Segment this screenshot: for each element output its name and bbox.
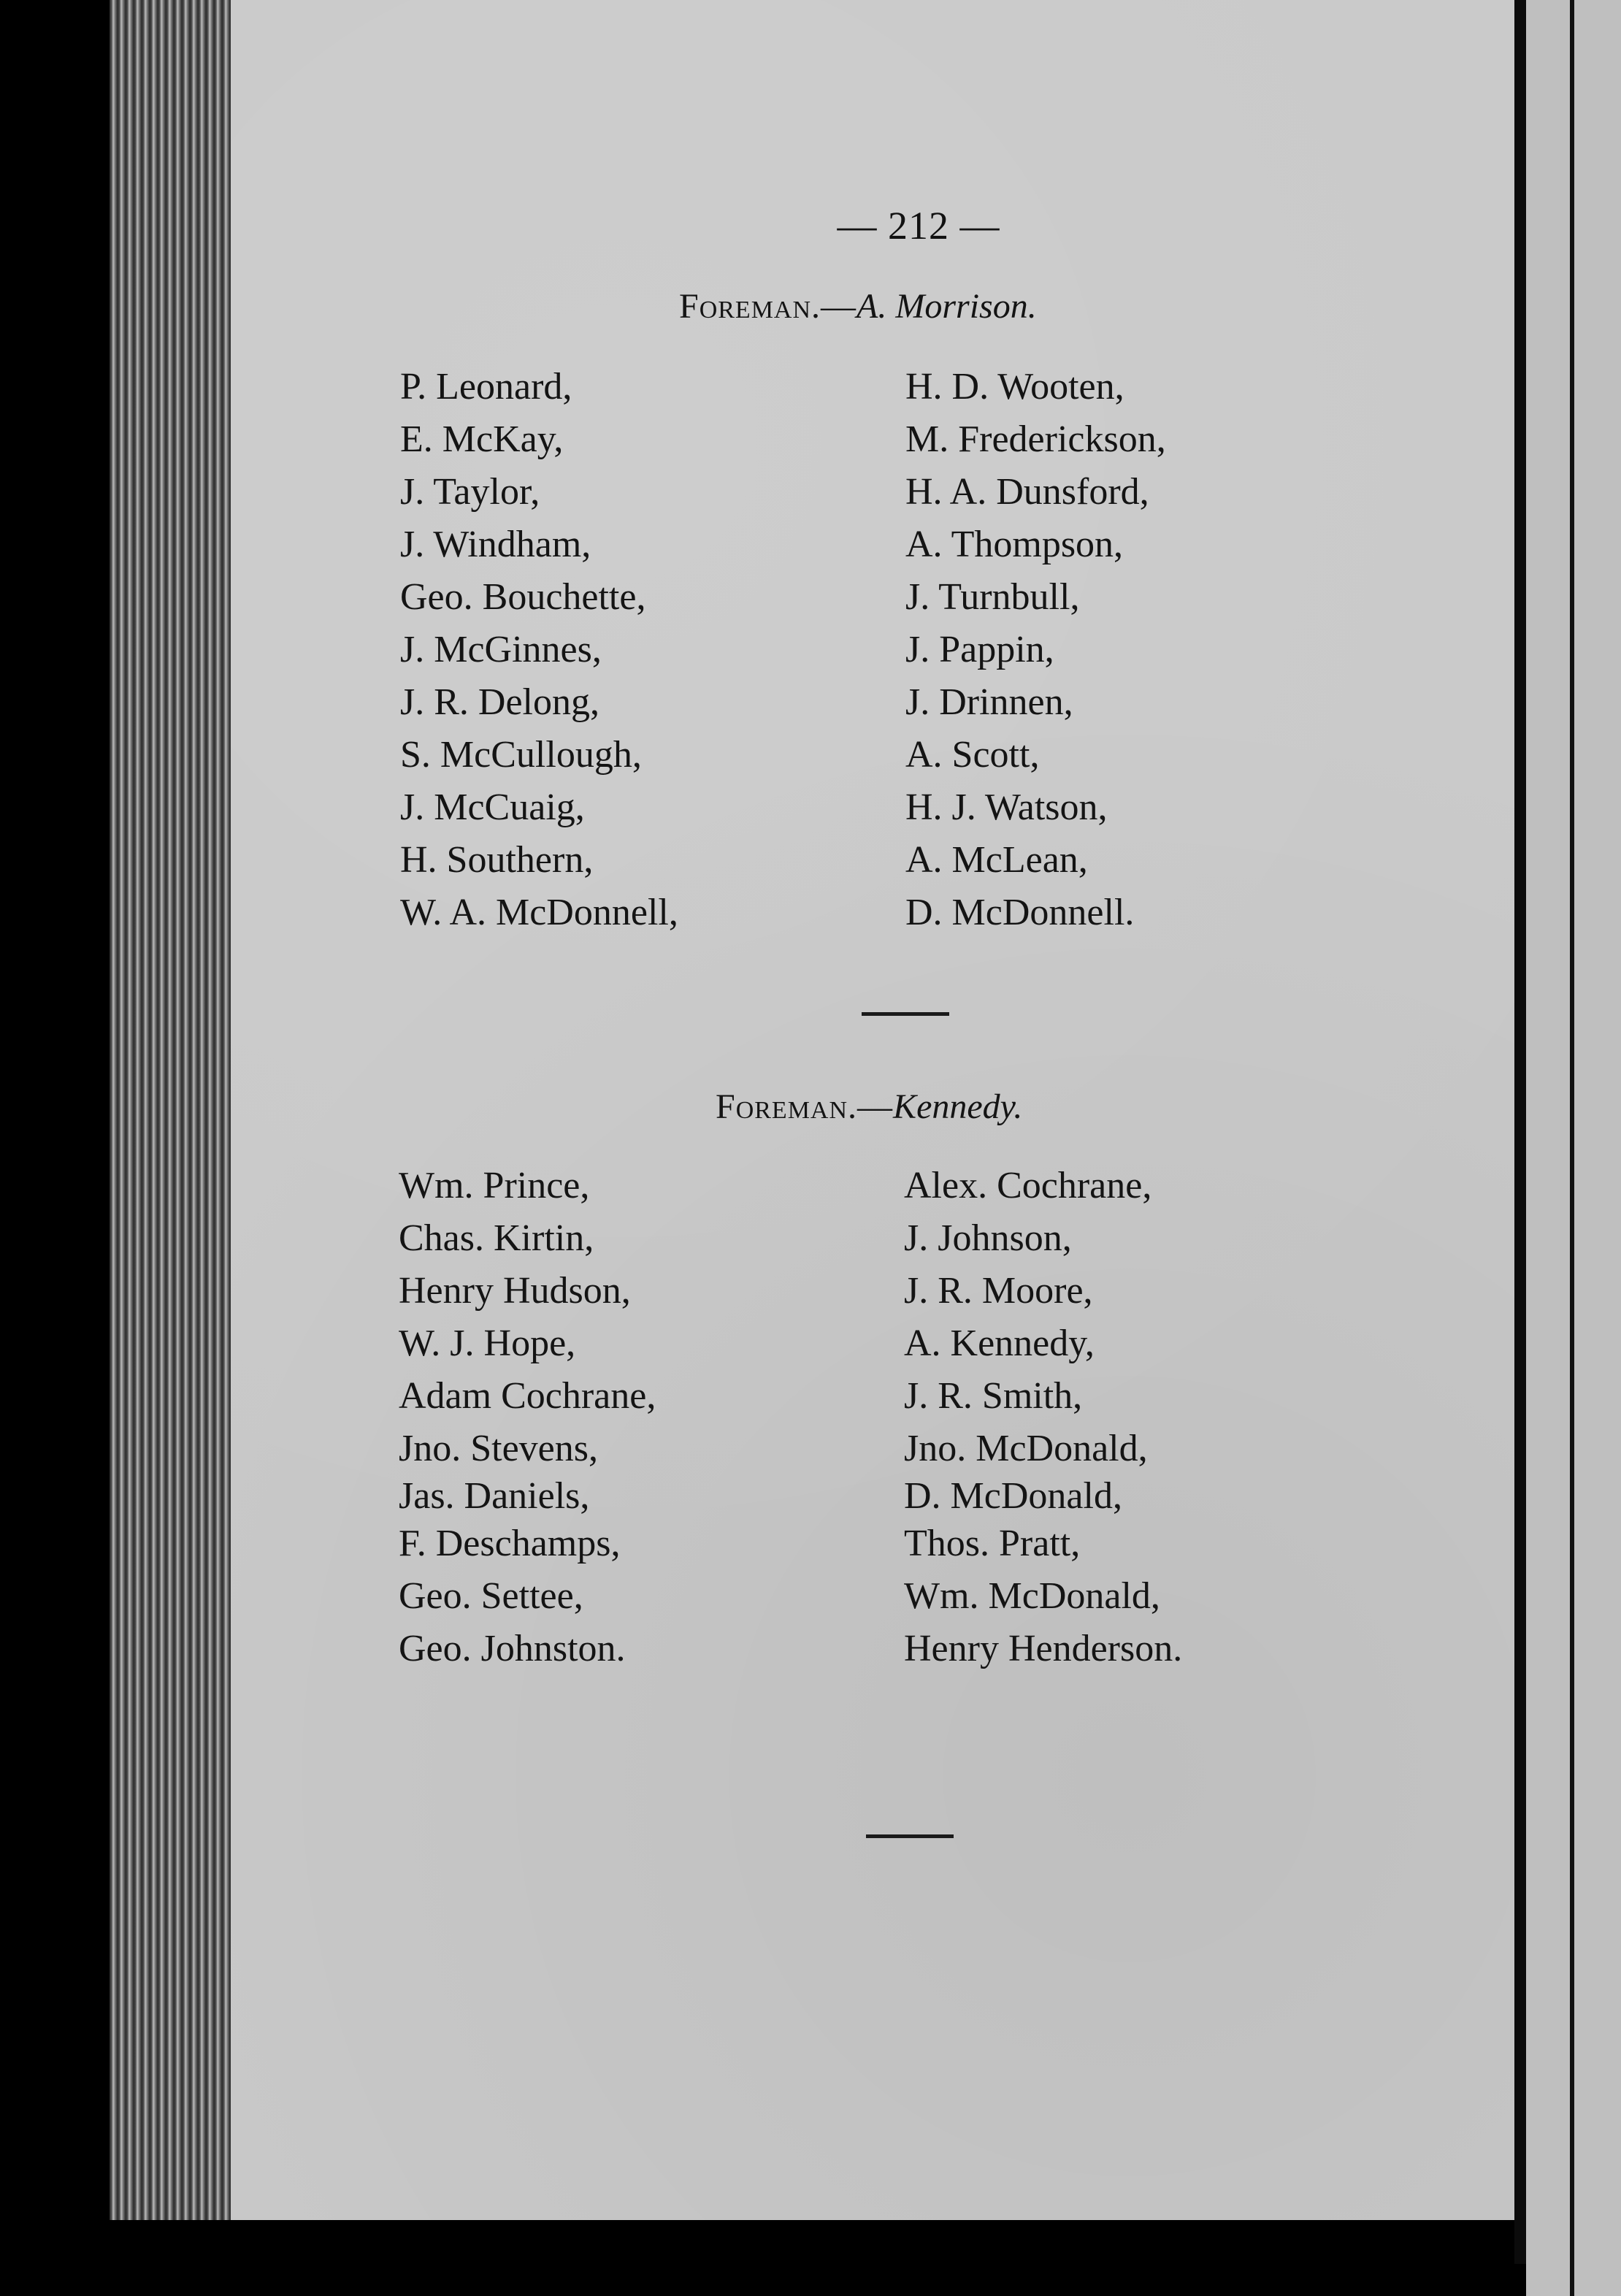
crew-member: H. D. Wooten,: [905, 366, 1124, 407]
crew-member: Chas. Kirtin,: [399, 1217, 594, 1259]
crew-member: J. Windham,: [400, 524, 591, 565]
crew-member: A. McLean,: [905, 839, 1088, 881]
crew-list-left-morrison: [400, 361, 678, 939]
crew-member: Wm. McDonald,: [904, 1575, 1160, 1617]
crew-member: S. McCullough,: [400, 734, 642, 776]
crew-member: A. Kennedy,: [904, 1323, 1095, 1364]
end-divider: [866, 1834, 954, 1838]
crew-member: Henry Hudson,: [399, 1270, 631, 1312]
crew-list-right-kennedy: [904, 1160, 1182, 1675]
crew-member: Thos. Pratt,: [904, 1523, 1081, 1564]
section-divider: [862, 1012, 949, 1016]
crew-member: Jno. McDonald,: [904, 1428, 1148, 1469]
next-page-edge: [1570, 0, 1574, 2296]
crew-member: J. R. Smith,: [904, 1375, 1083, 1417]
page-number: — 212 —: [837, 204, 1000, 248]
crew-member: W. J. Hope,: [399, 1323, 576, 1364]
foreman-heading-morrison: [679, 286, 1037, 326]
crew-member: J. McGinnes,: [400, 629, 602, 670]
crew-member: Henry Henderson.: [904, 1628, 1183, 1669]
crew-member: Adam Cochrane,: [399, 1375, 656, 1417]
foreman-heading-kennedy: [716, 1087, 1022, 1127]
foreman-name: A. Morrison.: [857, 287, 1037, 326]
crew-member: P. Leonard,: [400, 366, 572, 407]
crew-member: J. Taylor,: [400, 471, 540, 513]
crew-member: Jas. Daniels,: [399, 1475, 590, 1517]
crew-member: Wm. Prince,: [399, 1165, 590, 1206]
crew-member: J. Pappin,: [905, 629, 1054, 670]
crew-member: A. Scott,: [905, 734, 1040, 776]
crew-member: H. Southern,: [400, 839, 594, 881]
crew-member: J. Drinnen,: [905, 681, 1073, 723]
crew-member: Alex. Cochrane,: [904, 1165, 1152, 1206]
crew-member: W. A. McDonnell,: [400, 892, 678, 933]
crew-member: J. Turnbull,: [905, 576, 1080, 618]
crew-member: J. R. Delong,: [400, 681, 599, 723]
crew-member: J. McCuaig,: [400, 787, 585, 828]
crew-member: H. J. Watson,: [905, 787, 1108, 828]
foreman-label: Foreman.—: [679, 287, 857, 326]
crew-member: E. McKay,: [400, 418, 564, 460]
crew-member: J. Johnson,: [904, 1217, 1072, 1259]
crew-member: J. R. Moore,: [904, 1270, 1093, 1312]
crew-member: Geo. Johnston.: [399, 1628, 626, 1669]
crew-member: Geo. Settee,: [399, 1575, 583, 1617]
crew-member: D. McDonald,: [904, 1475, 1122, 1517]
crew-list-right-morrison: [905, 361, 1166, 939]
next-page-sliver: [1526, 0, 1621, 2296]
crew-member: M. Frederickson,: [905, 418, 1166, 460]
crew-member: H. A. Dunsford,: [905, 471, 1149, 513]
crew-member: A. Thompson,: [905, 524, 1124, 565]
foreman-label: Foreman.—: [716, 1087, 894, 1126]
crew-member: Geo. Bouchette,: [400, 576, 646, 618]
page-edge-stack: [110, 0, 234, 2220]
page-gutter: [1514, 0, 1526, 2264]
crew-list-left-kennedy: [399, 1160, 656, 1675]
crew-member: F. Deschamps,: [399, 1523, 621, 1564]
crew-member: Jno. Stevens,: [399, 1428, 598, 1469]
crew-member: D. McDonnell.: [905, 892, 1135, 933]
foreman-name: Kennedy.: [893, 1087, 1023, 1126]
